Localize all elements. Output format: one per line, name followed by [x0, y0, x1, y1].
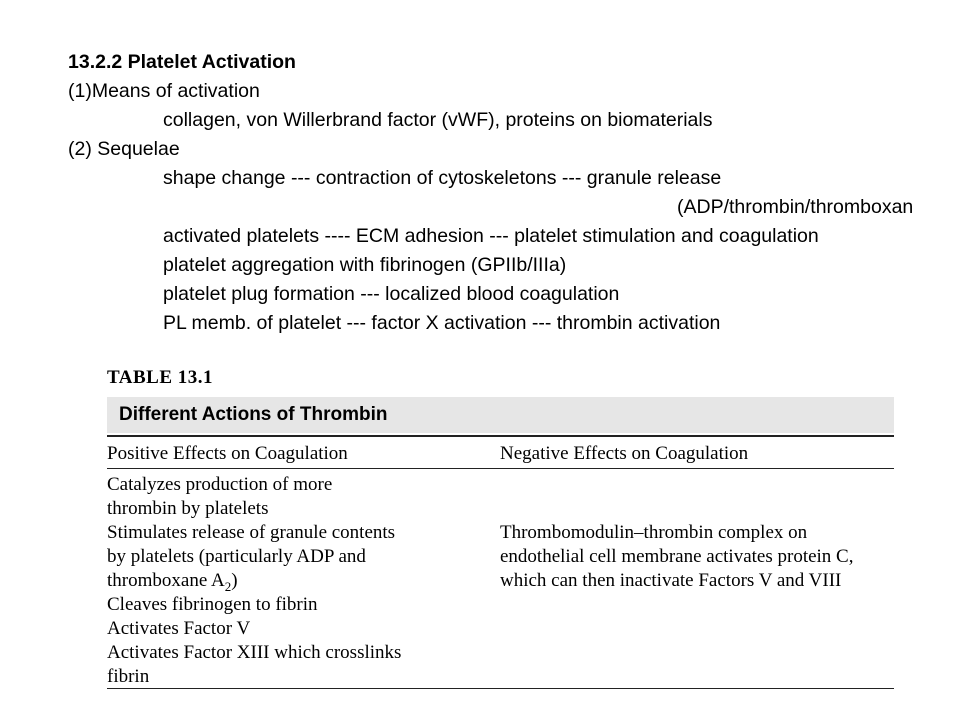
negative-effect-line: endothelial cell membrane activates protein C,: [500, 546, 854, 567]
positive-effect-line: Catalyzes production of more: [107, 474, 333, 495]
sequelae-item: PL memb. of platelet --- factor X activation --- thrombin activation: [163, 312, 721, 334]
negative-effect-line: which can then inactivate Factors V and VIII: [500, 570, 842, 591]
column-header-negative: Negative Effects on Coagulation: [500, 443, 749, 464]
positive-effect-line: Cleaves fibrinogen to fibrin: [107, 594, 318, 615]
sequelae-item: platelet plug formation --- localized blood coagulation: [163, 283, 620, 305]
sequelae-item-continuation: (ADP/thrombin/thromboxan: [677, 196, 914, 218]
positive-effect-line: by platelets (particularly ADP and: [107, 546, 366, 567]
table-label: TABLE 13.1: [107, 367, 214, 388]
sequelae-title: (2) Sequelae: [68, 138, 180, 160]
sequelae-item: activated platelets ---- ECM adhesion --- platelet stimulation and coagulation: [163, 225, 819, 247]
thromboxane-subscript: 2: [224, 578, 232, 594]
thromboxane-close: ): [231, 570, 238, 591]
sequelae-item: platelet aggregation with fibrinogen (GPIIb/IIIa): [163, 254, 567, 276]
table-bottom-rule: [107, 688, 894, 689]
sequelae-item: shape change --- contraction of cytoskeletons --- granule release: [163, 167, 722, 189]
positive-effect-line: Activates Factor XIII which crosslinks: [107, 642, 402, 663]
negative-effect-line: Thrombomodulin–thrombin complex on: [500, 522, 808, 543]
positive-effect-line: Activates Factor V: [107, 618, 251, 639]
table-header-rule: [107, 468, 894, 469]
column-header-positive: Positive Effects on Coagulation: [107, 443, 348, 464]
positive-effect-line: thrombin by platelets: [107, 498, 269, 519]
thromboxane-text: thromboxane A: [107, 570, 225, 591]
table-top-rule: [107, 435, 894, 437]
activation-means-item: collagen, von Willerbrand factor (vWF), proteins on biomaterials: [163, 109, 713, 131]
table-caption: Different Actions of Thrombin: [119, 404, 388, 425]
means-of-activation-title: (1)Means of activation: [68, 80, 260, 102]
positive-effect-line: fibrin: [107, 666, 150, 687]
table-caption-band: [107, 397, 894, 433]
positive-effect-line: Stimulates release of granule contents: [107, 522, 396, 543]
section-heading: 13.2.2 Platelet Activation: [68, 51, 296, 73]
